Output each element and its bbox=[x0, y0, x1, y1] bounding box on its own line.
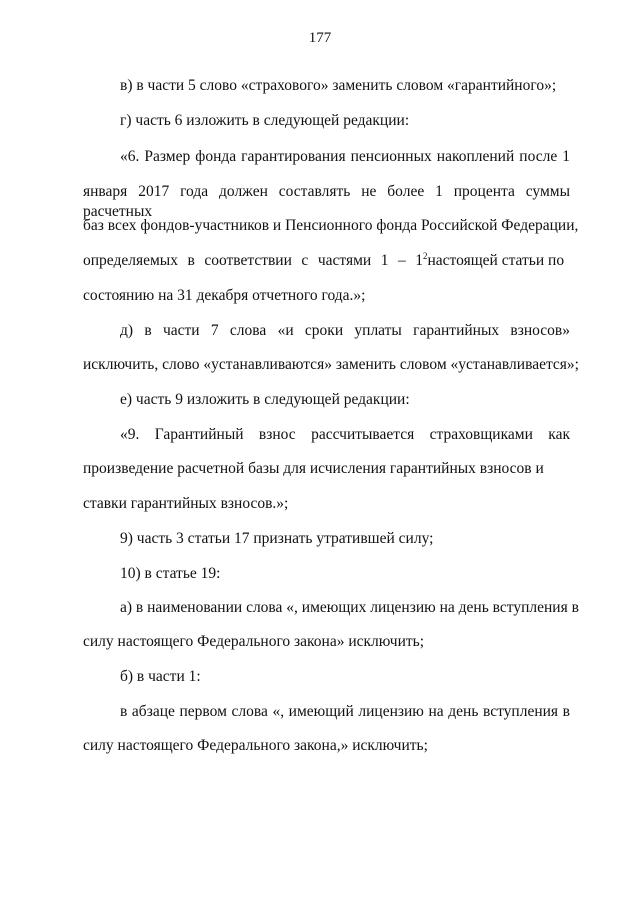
text-line-6 bbox=[83, 251, 570, 271]
text-line-4: января 2017 года должен составлять не более 1 процента суммы расчетных bbox=[83, 183, 570, 220]
text-line-16: а) в наименовании слова «, имеющих лицензию на день вступления в bbox=[120, 599, 579, 616]
text-line-17: силу настоящего Федерального закона» исключить; bbox=[83, 633, 425, 650]
text-line-11: «9. Гарантийный взнос рассчитывается страховщиками как bbox=[120, 426, 570, 443]
text-line-13: ставки гарантийных взносов.»; bbox=[83, 495, 289, 512]
text-line-3: «6. Размер фонда гарантирования пенсионных накоплений после 1 bbox=[120, 148, 570, 165]
text-line-12: произведение расчетной базы для исчисления гарантийных взносов и bbox=[83, 460, 544, 477]
text-line-14: 9) часть 3 статьи 17 признать утратившей силу; bbox=[120, 530, 434, 547]
text-line-6-part-b: настоящей статьи по bbox=[427, 252, 565, 269]
text-line-15: 10) в статье 19: bbox=[120, 565, 221, 582]
text-line-7: состоянию на 31 декабря отчетного года.»; bbox=[83, 287, 366, 304]
superscript-2: 2 bbox=[423, 250, 428, 261]
text-line-5: баз всех фондов-участников и Пенсионного фонда Российской Федерации, bbox=[83, 217, 579, 234]
text-line-9: исключить, слово «устанавливаются» заменить словом «устанавливается»; bbox=[83, 356, 579, 373]
text-line-20: силу настоящего Федерального закона,» исключить; bbox=[83, 737, 428, 754]
page-number: 177 bbox=[308, 30, 332, 46]
text-line-1: в) в части 5 слово «страхового» заменить словом «гарантийного»; bbox=[120, 77, 557, 94]
text-line-2: г) часть 6 изложить в следующей редакции: bbox=[120, 112, 410, 129]
text-line-8: д) в части 7 слова «и сроки уплаты гарантийных взносов» bbox=[120, 322, 570, 339]
text-line-10: е) часть 9 изложить в следующей редакции: bbox=[120, 391, 410, 408]
text-line-18: б) в части 1: bbox=[120, 668, 201, 685]
text-line-19: в абзаце первом слова «, имеющий лицензию на день вступления в bbox=[120, 703, 570, 720]
text-line-6-part-a: определяемых в соответствии с частями 1 – 1 bbox=[83, 252, 423, 269]
